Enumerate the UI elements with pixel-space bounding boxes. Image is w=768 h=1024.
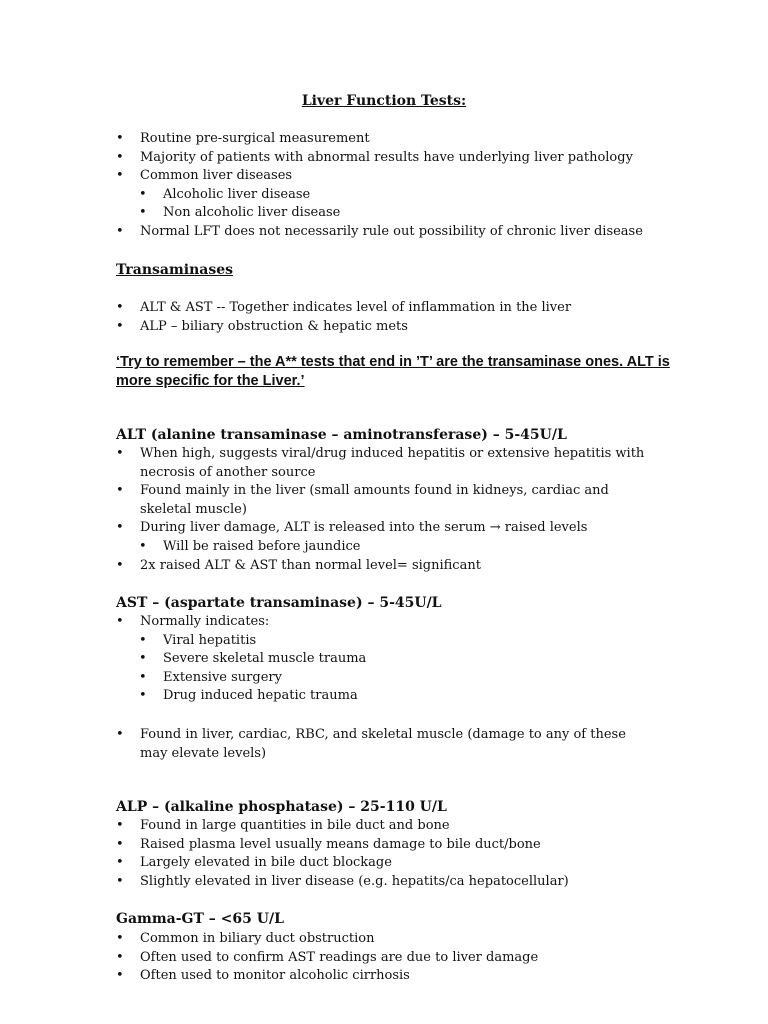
ast-heading: AST – (aspartate transaminase) – 5-45U/L (116, 595, 442, 611)
list-item: • When high, suggests viral/drug induced hepatitis or extensive hepatitis with necrosis of another source (116, 445, 656, 482)
list-item: • 2x raised ALT & AST than normal level= significant (116, 557, 656, 576)
mnemonic-note: ‘Try to remember – the A** tests that end in ’T’ are the transaminase ones. ALT is more specific for the Liver.’ (116, 354, 670, 389)
list-item: • Alcoholic liver disease (116, 186, 643, 205)
list-item: • Raised plasma level usually means damage to bile duct/bone (116, 836, 569, 855)
list-item: • Found in liver, cardiac, RBC, and skeletal muscle (damage to any of these may elevate levels) (116, 726, 656, 763)
alp-bullet-list (116, 817, 569, 891)
intro-bullet-list (116, 130, 643, 242)
list-item: • Severe skeletal muscle trauma (116, 650, 656, 669)
list-item: • ALT & AST -- Together indicates level of inflammation in the liver (116, 299, 571, 318)
alp-heading: ALP – (alkaline phosphatase) – 25-110 U/L (116, 799, 447, 815)
list-item: • Viral hepatitis (116, 632, 656, 651)
list-item: • ALP – biliary obstruction & hepatic mets (116, 318, 571, 337)
list-item: • Found in large quantities in bile duct and bone (116, 817, 569, 836)
list-item: • Routine pre-surgical measurement (116, 130, 643, 149)
alt-bullet-list (116, 445, 656, 575)
list-item: • Largely elevated in bile duct blockage (116, 854, 569, 873)
ast-extra-bullet-list (116, 726, 656, 763)
list-item: • Common in biliary duct obstruction (116, 930, 538, 949)
document-title: Liver Function Tests: (301, 93, 467, 109)
transaminases-heading: Transaminases (116, 262, 234, 278)
list-item: • Drug induced hepatic trauma (116, 687, 656, 706)
list-item: • Common liver diseases (116, 167, 643, 186)
list-item: • Slightly elevated in liver disease (e.g. hepatits/ca hepatocellular) (116, 873, 569, 892)
list-item: • Will be raised before jaundice (116, 538, 656, 557)
ast-bullet-list (116, 613, 656, 706)
list-item: • Often used to monitor alcoholic cirrhosis (116, 967, 538, 986)
list-item: • Often used to confirm AST readings are due to liver damage (116, 949, 538, 968)
ggt-heading: Gamma-GT – <65 U/L (116, 911, 284, 927)
list-item: • Normally indicates: (116, 613, 656, 632)
list-item: • Normal LFT does not necessarily rule out possibility of chronic liver disease (116, 223, 643, 242)
transaminases-bullet-list (116, 299, 571, 336)
list-item: • Non alcoholic liver disease (116, 204, 643, 223)
list-item: • Extensive surgery (116, 669, 656, 688)
list-item: • Found mainly in the liver (small amounts found in kidneys, cardiac and skeletal muscle) (116, 482, 656, 519)
ggt-bullet-list (116, 930, 538, 986)
list-item: • During liver damage, ALT is released into the serum → raised levels (116, 519, 656, 538)
list-item: • Majority of patients with abnormal results have underlying liver pathology (116, 149, 643, 168)
alt-heading: ALT (alanine transaminase – aminotransferase) – 5-45U/L (116, 427, 567, 443)
